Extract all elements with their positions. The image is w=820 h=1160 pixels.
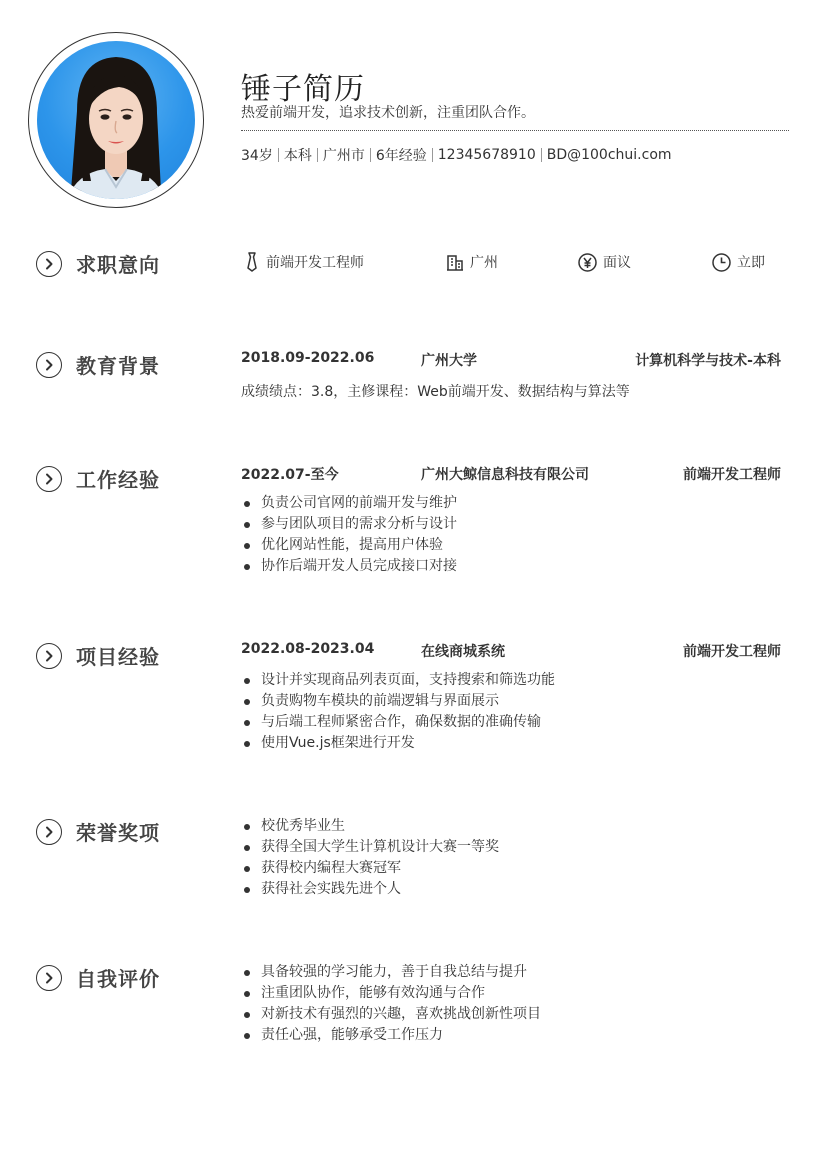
section-label: 教育背景	[76, 354, 160, 378]
section-title-honors	[36, 817, 160, 846]
section-label: 项目经验	[76, 645, 160, 669]
list-item: 责任心强，能够承受工作压力	[241, 1025, 541, 1046]
education-major: 计算机科学与技术-本科	[635, 353, 781, 369]
resume-motto: 热爱前端开发，追求技术创新，注重团队合作。	[241, 105, 535, 121]
contact-city: 广州市	[322, 148, 365, 164]
intent-city-text: 广州	[470, 255, 498, 271]
list-item: 负责购物车模块的前端逻辑与界面展示	[241, 691, 555, 712]
work-period: 2022.07-至今	[241, 467, 339, 483]
section-label: 求职意向	[76, 253, 160, 277]
contact-separator	[432, 148, 433, 162]
section-title-education	[36, 350, 160, 379]
chevron-right-icon	[36, 965, 62, 991]
self-evaluation-list	[241, 962, 541, 1046]
clock-icon	[712, 253, 731, 272]
chevron-right-icon	[36, 466, 62, 492]
contact-email: BD@100chui.com	[546, 147, 672, 163]
contact-separator	[370, 148, 371, 162]
section-title-intent	[36, 249, 160, 278]
contact-separator	[278, 148, 279, 162]
list-item: 协作后端开发人员完成接口对接	[241, 556, 457, 577]
list-item: 获得全国大学生计算机设计大赛一等奖	[241, 837, 499, 858]
tie-icon	[244, 252, 260, 272]
intent-salary	[578, 252, 631, 272]
header-divider	[241, 130, 789, 131]
section-label: 工作经验	[76, 468, 160, 492]
intent-city	[446, 252, 498, 272]
work-duties	[241, 493, 457, 577]
contact-separator	[317, 148, 318, 162]
section-label: 自我评价	[76, 967, 160, 991]
yen-icon	[578, 253, 597, 272]
section-title-work	[36, 464, 160, 493]
list-item: 参与团队项目的需求分析与设计	[241, 514, 457, 535]
list-item: 注重团队协作，能够有效沟通与合作	[241, 983, 541, 1004]
list-item: 对新技术有强烈的兴趣，喜欢挑战创新性项目	[241, 1004, 541, 1025]
chevron-right-icon	[36, 251, 62, 277]
list-item: 获得社会实践先进个人	[241, 879, 499, 900]
project-period: 2022.08-2023.04	[241, 641, 375, 657]
chevron-right-icon	[36, 352, 62, 378]
intent-availability	[712, 252, 765, 272]
list-item: 具备较强的学习能力，善于自我总结与提升	[241, 962, 541, 983]
chevron-right-icon	[36, 643, 62, 669]
section-title-self	[36, 963, 160, 992]
list-item: 设计并实现商品列表页面，支持搜索和筛选功能	[241, 670, 555, 691]
list-item: 与后端工程师紧密合作，确保数据的准确传输	[241, 712, 555, 733]
section-label: 荣誉奖项	[76, 821, 160, 845]
list-item: 获得校内编程大赛冠军	[241, 858, 499, 879]
project-duties	[241, 670, 555, 754]
contact-phone: 12345678910	[437, 147, 536, 163]
contact-degree: 本科	[283, 148, 312, 164]
work-role: 前端开发工程师	[683, 467, 781, 483]
intent-position	[244, 252, 364, 272]
chevron-right-icon	[36, 819, 62, 845]
list-item: 负责公司官网的前端开发与维护	[241, 493, 457, 514]
section-title-project	[36, 641, 160, 670]
honors-list	[241, 816, 499, 900]
resume-name: 锤子简历	[241, 72, 365, 107]
intent-availability-text: 立即	[737, 255, 765, 271]
avatar	[28, 32, 204, 208]
profile-photo	[37, 41, 195, 199]
contact-separator	[541, 148, 542, 162]
education-detail: 成绩绩点：3.8，主修课程：Web前端开发、数据结构与算法等	[241, 384, 630, 400]
education-period: 2018.09-2022.06	[241, 350, 375, 366]
work-company: 广州大鲸信息科技有限公司	[421, 467, 589, 483]
list-item: 校优秀毕业生	[241, 816, 499, 837]
contact-experience: 6年经验	[375, 148, 427, 164]
intent-position-text: 前端开发工程师	[266, 255, 364, 271]
project-name: 在线商城系统	[421, 644, 505, 660]
contact-age: 34岁	[241, 148, 273, 164]
intent-salary-text: 面议	[603, 255, 631, 271]
contact-info	[241, 145, 672, 165]
list-item: 使用Vue.js框架进行开发	[241, 733, 555, 754]
list-item: 优化网站性能，提高用户体验	[241, 535, 457, 556]
education-school: 广州大学	[421, 353, 477, 369]
project-role: 前端开发工程师	[683, 644, 781, 660]
building-icon	[446, 253, 464, 271]
